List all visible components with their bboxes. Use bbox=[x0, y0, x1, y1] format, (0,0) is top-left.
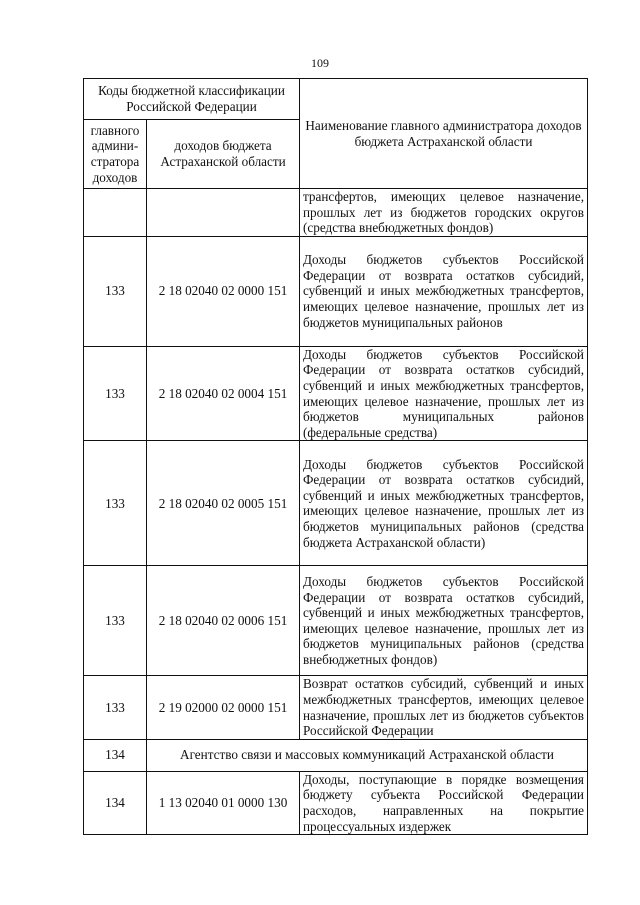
description-cell: трансфертов, имеющих целевое назначение, прошлых лет из бюджетов городских округов (средства внебюджетных фондов) bbox=[300, 189, 588, 237]
admin-code-cell: 134 bbox=[84, 771, 147, 834]
header-income-code: доходов бюджета Астраханской области bbox=[147, 120, 300, 189]
description-cell: Доходы бюджетов субъектов Российской Федерации от возврата остатков субсидий, субвенций и иных межбюджетных трансфертов, имеющих целевое назначение, прошлых лет из бюджетов муниципальных районов (средства внебюджетных фондов) bbox=[300, 566, 588, 676]
admin-code-cell: 133 bbox=[84, 676, 147, 739]
table-header bbox=[84, 79, 588, 189]
description-cell: Возврат остатков субсидий, субвенций и иных межбюджетных трансфертов, имеющих целевое назначение, прошлых лет из бюджетов субъектов Российской Федерации bbox=[300, 676, 588, 739]
income-code-cell: 2 18 02040 02 0004 151 bbox=[147, 346, 300, 441]
admin-code-cell: 133 bbox=[84, 566, 147, 676]
table-row bbox=[84, 676, 588, 739]
agency-name-cell: Агентство связи и массовых коммуникаций Астраханской области bbox=[147, 739, 588, 771]
admin-code-cell: 133 bbox=[84, 441, 147, 566]
income-code-cell: 2 18 02040 02 0006 151 bbox=[147, 566, 300, 676]
header-budget-codes: Коды бюджетной классификации Российской Федерации bbox=[84, 79, 300, 120]
budget-classification-table bbox=[83, 78, 588, 835]
table-row bbox=[84, 346, 588, 441]
table-row-agency bbox=[84, 739, 588, 771]
income-code-cell: 2 19 02000 02 0000 151 bbox=[147, 676, 300, 739]
table-row bbox=[84, 236, 588, 346]
table-row bbox=[84, 441, 588, 566]
table-row bbox=[84, 189, 588, 237]
table-row bbox=[84, 771, 588, 834]
description-cell: Доходы бюджетов субъектов Российской Федерации от возврата остатков субсидий, субвенций и иных межбюджетных трансфертов, имеющих целевое назначение, прошлых лет из бюджетов муниципальных районов (федеральные средства) bbox=[300, 346, 588, 441]
income-code-cell: 1 13 02040 01 0000 130 bbox=[147, 771, 300, 834]
table-body bbox=[84, 189, 588, 835]
admin-code-cell bbox=[84, 189, 147, 237]
table-row bbox=[84, 566, 588, 676]
description-cell: Доходы, поступающие в порядке возмещения бюджету субъекта Российской Федерации расходов, направленных на покрытие процессуальных издержек bbox=[300, 771, 588, 834]
header-main-admin: главного админи-стратора доходов bbox=[84, 120, 147, 189]
description-cell: Доходы бюджетов субъектов Российской Федерации от возврата остатков субсидий, субвенций и иных межбюджетных трансфертов, имеющих целевое назначение, прошлых лет из бюджетов муниципальных районов (средства бюджета Астраханской области) bbox=[300, 441, 588, 566]
page-number: 109 bbox=[311, 56, 329, 70]
income-code-cell: 2 18 02040 02 0005 151 bbox=[147, 441, 300, 566]
admin-code-cell: 133 bbox=[84, 346, 147, 441]
income-code-cell: 2 18 02040 02 0000 151 bbox=[147, 236, 300, 346]
description-cell: Доходы бюджетов субъектов Российской Федерации от возврата остатков субсидий, субвенций и иных межбюджетных трансфертов, имеющих целевое назначение, прошлых лет из бюджетов муниципальных районов bbox=[300, 236, 588, 346]
header-admin-name: Наименование главного администратора доходов бюджета Астраханской области bbox=[300, 79, 588, 189]
admin-code-cell: 133 bbox=[84, 236, 147, 346]
income-code-cell bbox=[147, 189, 300, 237]
admin-code-cell: 134 bbox=[84, 739, 147, 771]
